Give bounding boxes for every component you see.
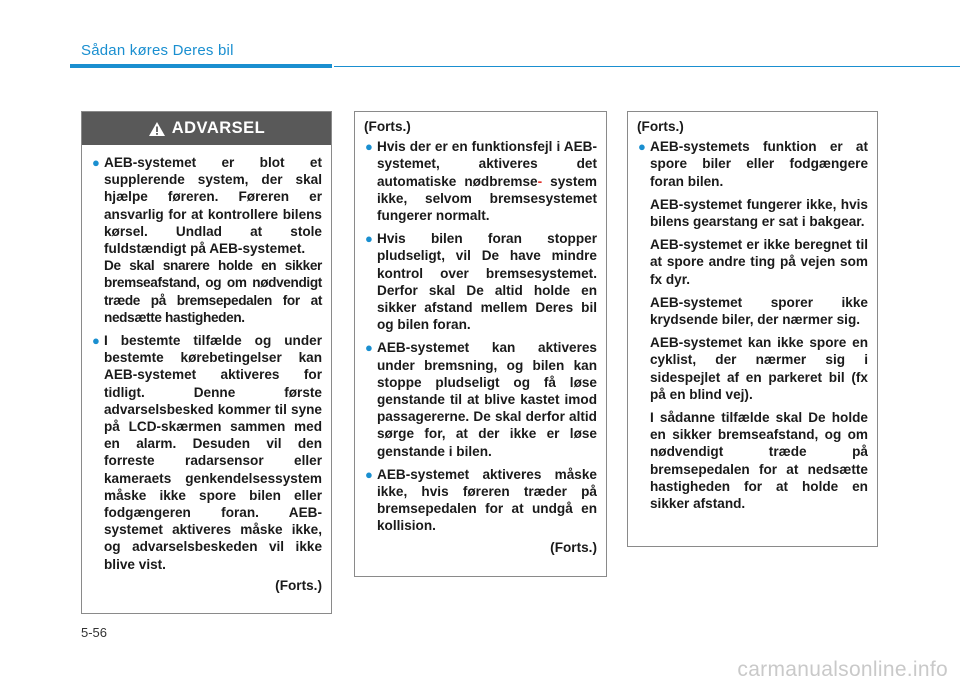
item-text: De skal snarere holde en sikker bremseafstand, og om nødvendigt træde på bremsepedalen for at nedsætte hastigheden. [104,258,322,325]
paragraph: AEB-systemet kan ikke spore en cyklist, der nærmer sig i sidespejlet af en parkeret bil (fx på en blind vej). [650,335,868,402]
item-text: Hvis der er en funktionsfejl i AEB-systemet, aktiveres det automatiske nødbremse [377,139,597,189]
list-item [637,138,868,190]
item-text: AEB-systemets funktion er at spore biler eller fodgængere foran bilen. [650,139,868,189]
item-text: AEB-systemet kan aktiveres under bremsning, og bilen kan stoppe pludseligt og få løse genstande til at blive kastet imod passagererne. De skal derfor altid sørge for, at der ikke er løse genstande i bilen. [377,340,597,459]
list-item [364,138,597,224]
paragraph: AEB-systemet er ikke beregnet til at spore andre ting på vejen som fx dyr. [650,237,868,287]
warning-box [81,111,332,614]
header-rule-thick [70,64,332,68]
warning-continued-box-2 [627,111,878,547]
bullet-icon: ● [365,139,373,155]
bullet-icon: ● [365,466,373,482]
continued-label: (Forts.) [275,577,322,593]
item-text: I bestemte tilfælde og under bestemte kørebetingelser kan AEB-systemet aktiveres for tidligt. Denne første advarselsbesked kommer til syne på LCD-skærmen sammen med en alarm. Desuden vil den forreste radarsensor eller kameraets genkendelsessystem måske ikke spore bilen eller fodgængeren foran. AEB-systemet aktiveres måske ikke, og advarselsbeskeden vil ikke blive vist. [104,333,322,572]
bullet-icon: ● [365,340,373,356]
continued-label: (Forts.) [550,539,597,555]
list-item [364,339,597,459]
paragraph: AEB-systemet sporer ikke krydsende biler, der nærmer sig. [650,294,868,328]
list-item [364,230,597,333]
bullet-icon: ● [365,231,373,247]
warning-continued-box [354,111,607,577]
warning-triangle-icon [148,121,166,137]
warning-header [82,112,331,145]
item-text: AEB-systemet aktiveres måske ikke, hvis føreren træder på bremsepedalen for at undgå en kollision. [377,466,597,534]
warning-label: ADVARSEL [171,119,266,137]
list-item [91,332,322,573]
paragraph: AEB-systemet fungerer ikke, hvis bilens gearstang er sat i bakgear. [650,196,868,230]
watermark: carmanualsonline.info [737,658,948,681]
list-item [91,154,322,326]
item-text: system ikke, selvom bremsesystemet fungerer normalt. [377,173,597,224]
item-text: AEB-systemet er blot et supplerende system, der skal hjælpe føreren. Føreren er ansvarlig for at kontrollere bilens kørsel. Undlad at stole fuldstændigt på AEB-systemet. [104,155,322,257]
item-text: Hvis bilen foran stopper pludseligt, vil De have mindre kontrol over bremsesystemet. Derfor skal De altid holde en sikker afstand mellem Deres bil og bilen foran. [377,231,597,333]
bullet-icon: ● [92,333,100,349]
continued-label-top: (Forts.) [364,119,411,134]
continued-label-top: (Forts.) [637,119,684,134]
bullet-icon: ● [638,139,646,155]
paragraph: I sådanne tilfælde skal De holde en sikker bremseafstand, og om nødvendigt træde på bremsepedalen for at nedsætte hastigheden for at holde en sikker afstand. [650,410,868,512]
bullet-icon: ● [92,155,100,170]
list-item [364,466,597,535]
header-rule-thin [334,66,960,68]
hyphen-mark: - [537,173,543,189]
section-title: Sådan køres Deres bil [81,42,234,59]
page-number: 5-56 [81,625,108,640]
